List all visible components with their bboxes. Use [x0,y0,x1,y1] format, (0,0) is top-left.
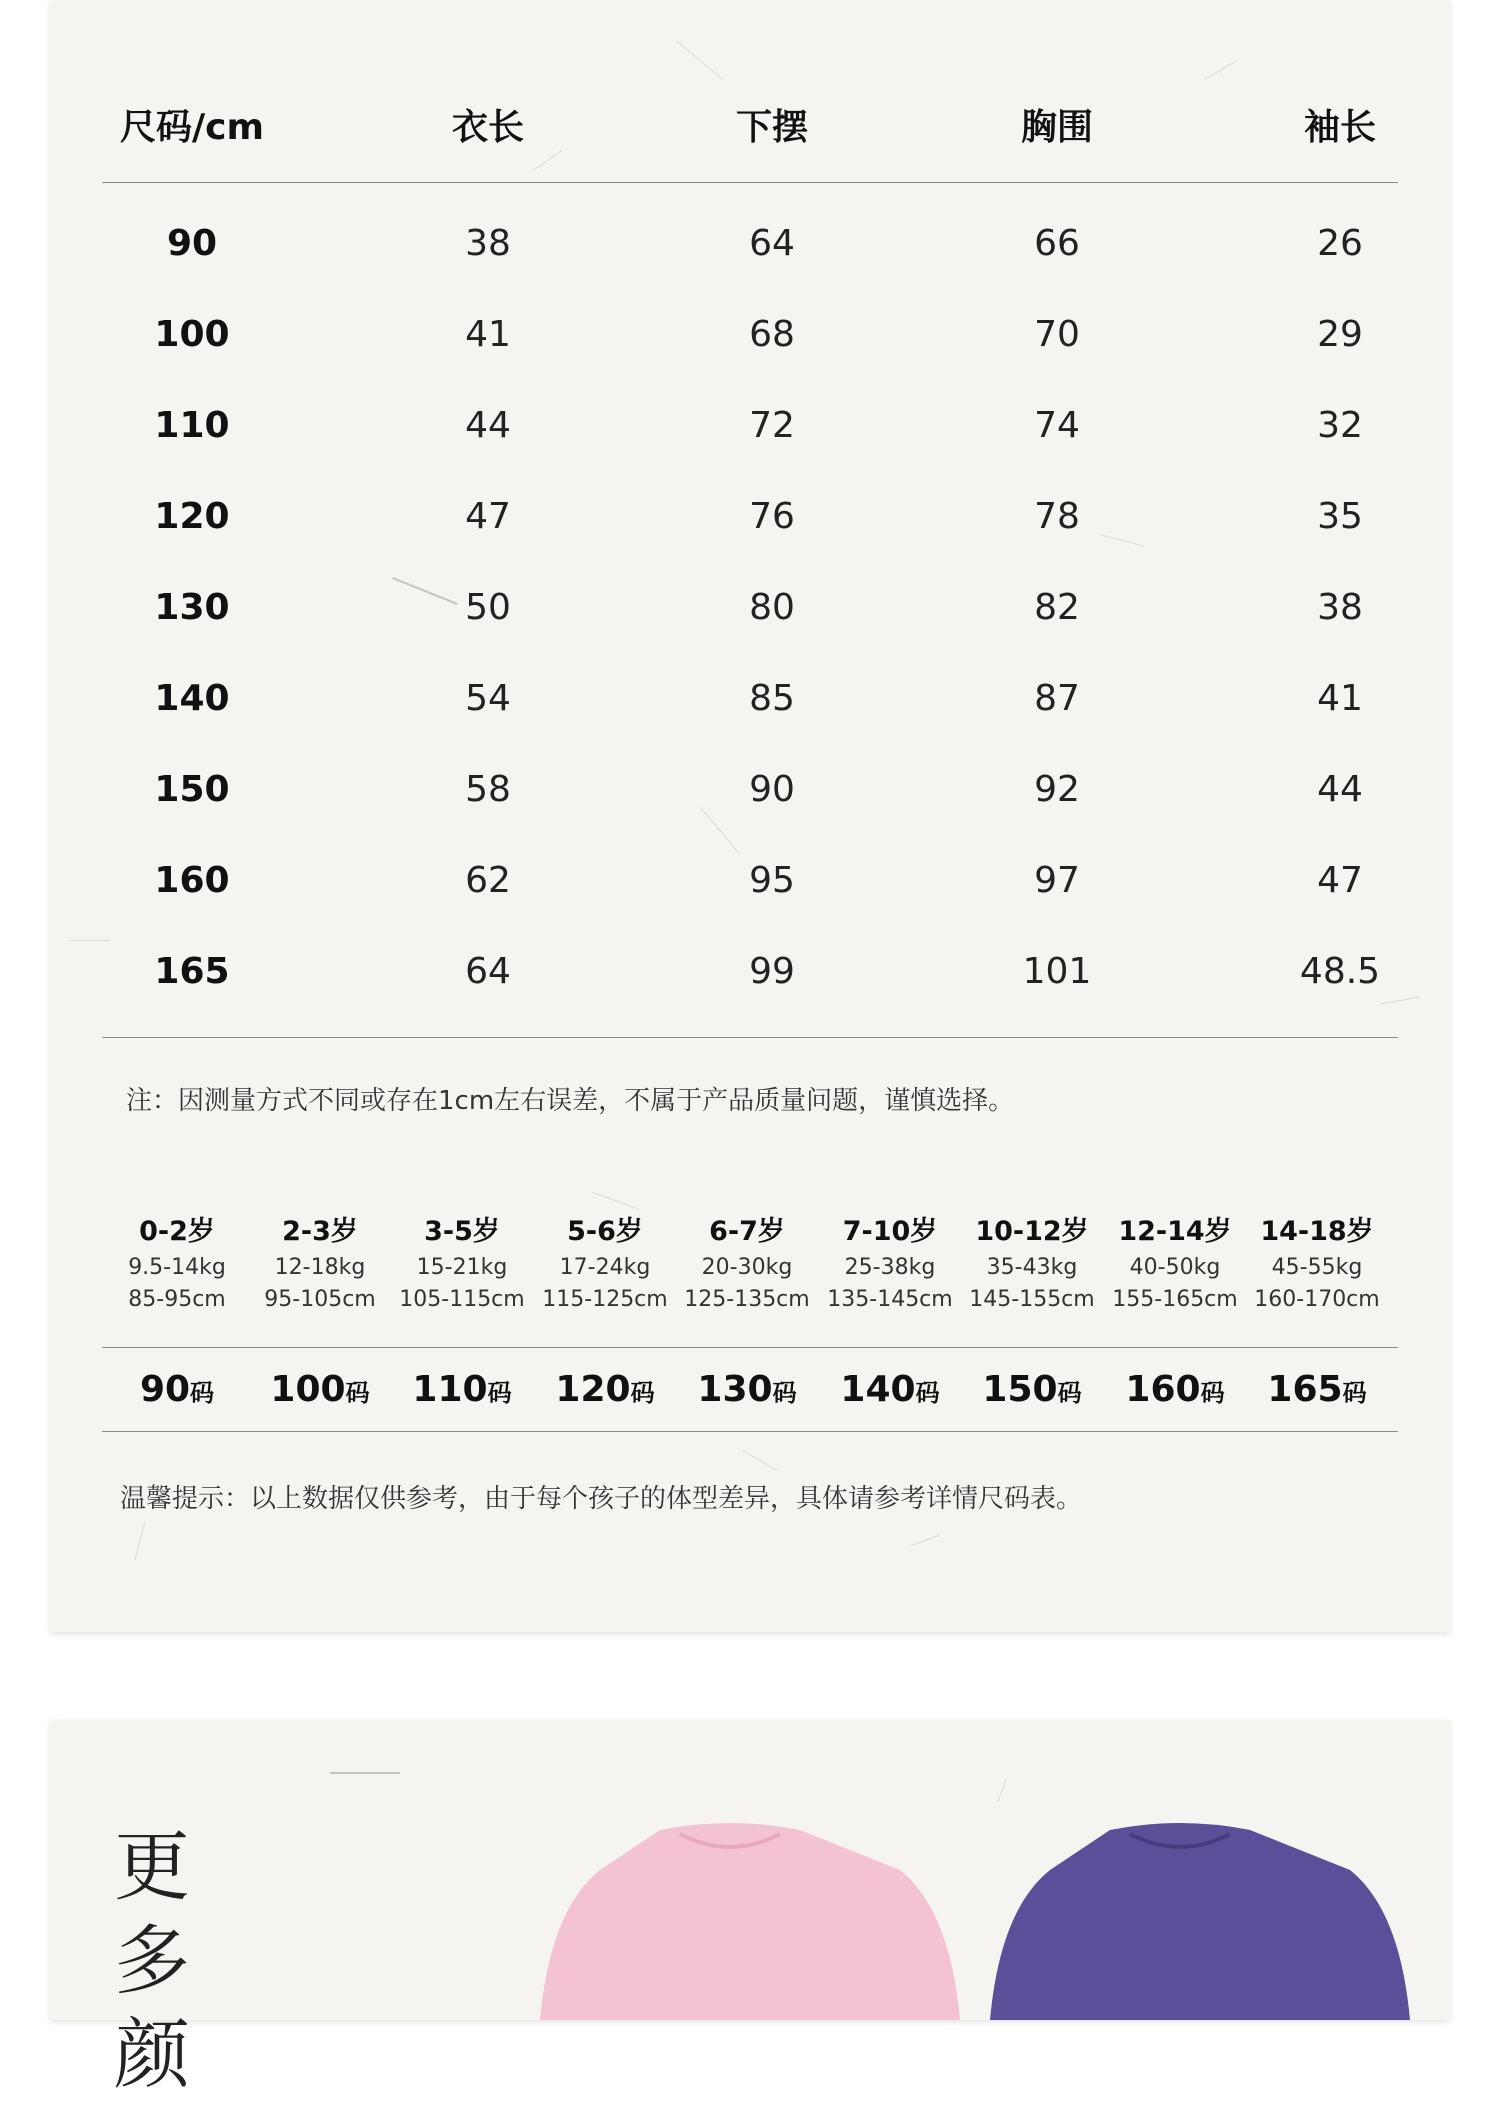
cell-chest: 78 [1034,496,1080,537]
table-row [102,669,1398,729]
age-label: 6-7岁 [709,1216,785,1247]
age-guide-column [106,1212,248,1316]
age-guide-column [249,1212,391,1316]
height-range: 125-135cm [684,1287,810,1312]
header-hem: 下摆 [735,107,809,148]
cell-length: 58 [465,769,511,810]
size-code-unit: 码 [1200,1379,1225,1407]
height-range: 155-165cm [1112,1287,1238,1312]
size-code [1267,1355,1366,1425]
cell-sleeve: 29 [1317,314,1363,355]
size-code-number: 90 [139,1369,191,1410]
size-code [982,1355,1081,1425]
cell-sleeve: 44 [1317,769,1363,810]
size-code-unit: 码 [345,1379,370,1407]
table-row [102,578,1398,638]
age-label: 5-6岁 [567,1216,643,1247]
size-code-number: 140 [840,1369,916,1410]
size-code [697,1355,796,1425]
table-row [102,760,1398,820]
age-guide-column [676,1212,818,1316]
cell-chest: 66 [1034,223,1080,264]
more-colors-card [50,1720,1450,2099]
weight-range: 12-18kg [274,1255,366,1280]
age-label: 0-2岁 [139,1216,215,1247]
cell-size: 120 [154,496,230,537]
weight-range: 40-50kg [1129,1255,1221,1280]
cell-length: 50 [465,587,511,628]
weight-range: 17-24kg [559,1255,651,1280]
weight-range: 35-43kg [986,1255,1078,1280]
table-row [102,851,1398,911]
table-row [102,396,1398,456]
paper-fiber [70,940,110,941]
age-label: 14-18岁 [1260,1216,1374,1247]
age-guide-column [819,1212,961,1316]
size-code-unit: 码 [772,1379,797,1407]
paper-fiber [911,1535,940,1546]
weight-range: 9.5-14kg [128,1255,226,1280]
age-label: 2-3岁 [282,1216,358,1247]
size-code-number: 130 [697,1369,773,1410]
cell-size: 150 [154,769,230,810]
cell-size: 90 [166,223,218,264]
paper-fiber [677,41,724,80]
cell-size: 165 [154,951,230,992]
cell-sleeve: 48.5 [1299,951,1381,992]
height-range: 145-155cm [969,1287,1095,1312]
cell-chest: 92 [1034,769,1080,810]
cell-length: 47 [465,496,511,537]
tip-note: 温馨提示：以上数据仅供参考，由于每个孩子的体型差异，具体请参考详情尺码表。 [120,1484,1083,1514]
height-range: 105-115cm [399,1287,525,1312]
paper-fiber [134,1521,145,1560]
cell-sleeve: 38 [1317,587,1363,628]
cell-length: 62 [465,860,511,901]
size-code [1125,1355,1224,1425]
title-char: 多 [114,1916,190,2005]
size-code-number: 100 [270,1369,346,1410]
height-range: 115-125cm [542,1287,668,1312]
paper-fiber [742,1450,777,1471]
cell-length: 38 [465,223,511,264]
paper-fiber [591,1191,638,1209]
age-guide-divider [102,1347,1398,1348]
cell-length: 54 [465,678,511,719]
size-code-unit: 码 [1057,1379,1082,1407]
size-code [140,1355,214,1425]
paper-fiber [1202,60,1237,81]
header-size: 尺码/cm [119,107,265,148]
size-code-number: 165 [1267,1369,1343,1410]
cell-hem: 64 [749,223,795,264]
cell-size: 130 [154,587,230,628]
pink-shirt-image [530,1820,970,2020]
size-code [412,1355,511,1425]
height-range: 160-170cm [1254,1287,1380,1312]
cell-hem: 72 [749,405,795,446]
age-label: 12-14岁 [1118,1216,1232,1247]
cell-chest: 101 [1022,951,1092,992]
table-row [102,305,1398,365]
size-code-divider [102,1431,1398,1432]
title-char: 更 [114,1822,190,1911]
weight-range: 45-55kg [1271,1255,1363,1280]
age-label: 7-10岁 [842,1216,938,1247]
cell-hem: 90 [749,769,795,810]
size-code-unit: 码 [487,1379,512,1407]
header-chest: 胸围 [1020,107,1094,148]
cell-hem: 95 [749,860,795,901]
age-guide-column [391,1212,533,1316]
size-code-number: 160 [1125,1369,1201,1410]
paper-fiber [330,1772,400,1774]
cell-sleeve: 35 [1317,496,1363,537]
weight-range: 25-38kg [844,1255,936,1280]
size-code-unit: 码 [1342,1379,1367,1407]
size-code [840,1355,939,1425]
age-guide-column [1104,1212,1246,1316]
weight-range: 15-21kg [416,1255,508,1280]
size-chart-card [50,0,1450,1632]
cell-hem: 85 [749,678,795,719]
age-guide-column [1246,1212,1388,1316]
size-code-unit: 码 [190,1379,215,1407]
age-label: 3-5岁 [424,1216,500,1247]
cell-sleeve: 26 [1317,223,1363,264]
size-code-unit: 码 [630,1379,655,1407]
cell-hem: 80 [749,587,795,628]
size-code [270,1355,369,1425]
size-code [555,1355,654,1425]
measurement-note: 注：因测量方式不同或存在1cm左右误差，不属于产品质量问题，谨慎选择。 [126,1086,1015,1116]
size-code-number: 150 [982,1369,1058,1410]
cell-chest: 87 [1034,678,1080,719]
height-range: 135-145cm [827,1287,953,1312]
size-code-unit: 码 [915,1379,940,1407]
purple-shirt-image [980,1820,1420,2020]
cell-hem: 76 [749,496,795,537]
title-char: 颜 [114,2010,190,2099]
age-guide-column [961,1212,1103,1316]
table-row [102,942,1398,1002]
cell-chest: 74 [1034,405,1080,446]
cell-chest: 97 [1034,860,1080,901]
header-length: 衣长 [451,107,525,148]
table-row [102,487,1398,547]
size-code-number: 110 [412,1369,488,1410]
table-row [102,214,1398,274]
cell-sleeve: 32 [1317,405,1363,446]
more-colors-title [112,1820,192,2102]
cell-size: 110 [154,405,230,446]
cell-size: 140 [154,678,230,719]
cell-chest: 70 [1034,314,1080,355]
cell-hem: 99 [749,951,795,992]
height-range: 95-105cm [264,1287,376,1312]
table-top-divider [102,182,1398,183]
cell-sleeve: 41 [1317,678,1363,719]
table-bottom-divider [102,1037,1398,1038]
cell-sleeve: 47 [1317,860,1363,901]
cell-size: 100 [154,314,230,355]
cell-chest: 82 [1034,587,1080,628]
age-label: 10-12岁 [975,1216,1089,1247]
weight-range: 20-30kg [701,1255,793,1280]
size-code-number: 120 [555,1369,631,1410]
cell-hem: 68 [749,314,795,355]
age-guide-column [534,1212,676,1316]
cell-length: 44 [465,405,511,446]
paper-fiber [997,1779,1006,1802]
cell-length: 64 [465,951,511,992]
table-header-row [102,98,1398,158]
header-sleeve: 袖长 [1303,107,1377,148]
cell-length: 41 [465,314,511,355]
height-range: 85-95cm [128,1287,226,1312]
cell-size: 160 [154,860,230,901]
